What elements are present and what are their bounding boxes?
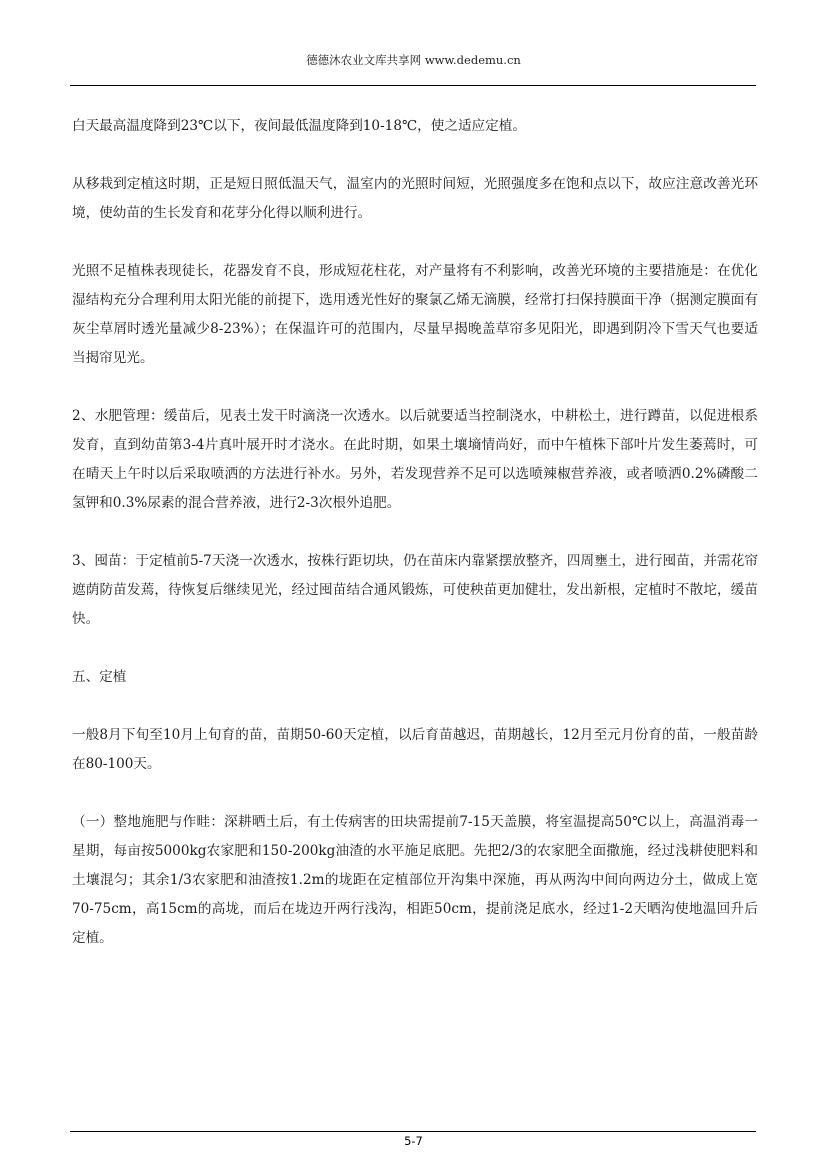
paragraph-light-measures: 光照不足植株表现徒长，花器发育不良，形成短花柱花，对产量将有不利影响，改善光环境的主要措施是：在优化湿结构充分合理利用太阳光能的前提下，选用透光性好的聚氯乙烯无滴膜，经常打扫保持膜面干净（据测定膜面有灰尘草屑时透光量减少8-23%）；在保温许可的范围内，尽量早揭晚盖草帘多见阳光，即遇到阴冷下雪天气也要适当揭帘见光。 xyxy=(72,263,758,366)
section-heading-planting: 五、定植 xyxy=(72,669,127,685)
paragraph-spacer xyxy=(72,779,758,808)
page-number: 5-7 xyxy=(404,1134,423,1148)
paragraph-spacer xyxy=(72,141,758,170)
paragraph-planting-timing: 一般8月下旬至10月上旬育的苗，苗期50-60天定植，以后育苗越迟，苗期越长，12月至元月份育的苗，一般苗龄在80-100天。 xyxy=(72,727,758,772)
header-divider xyxy=(70,85,756,86)
paragraph-spacer xyxy=(72,373,758,402)
paragraph-spacer xyxy=(72,518,758,547)
footer-divider xyxy=(70,1131,756,1132)
paragraph-spacer xyxy=(72,692,758,721)
paragraph-spacer xyxy=(72,634,758,663)
paragraph-spacer xyxy=(72,228,758,257)
page-header-title: 德德沐农业文库共享网 www.dedemu.cn xyxy=(306,53,521,67)
paragraph-temperature: 白天最高温度降到23℃以下，夜间最低温度降到10-18℃，使之适应定植。 xyxy=(72,118,526,134)
paragraph-seedling-hardening: 3、囤苗：于定植前5-7天浇一次透水，按株行距切块，仍在苗床内靠紧摆放整齐，四周壅土，进行囤苗，并需花帘遮荫防苗发蔫，待恢复后继续见光，经过囤苗结合通风锻炼，可使秧苗更加健壮，发出新根，定植时不散坨，缓苗快。 xyxy=(72,553,758,627)
paragraph-light-period: 从移栽到定植这时期，正是短日照低温天气，温室内的光照时间短，光照强度多在饱和点以下，故应注意改善光环境，使幼苗的生长发育和花芽分化得以顺利进行。 xyxy=(72,176,758,221)
document-body xyxy=(72,112,758,953)
paragraph-water-fertilizer: 2、水肥管理：缓苗后，见表土发干时滴浇一次透水。以后就要适当控制浇水，中耕松土，进行蹲苗，以促进根系发育，直到幼苗第3-4片真叶展开时才浇水。在此时期，如果土壤墒情尚好，而中午植株下部叶片发生萎蔫时，可在晴天上午时以后采取喷洒的方法进行补水。另外，若发现营养不足可以选喷辣椒营养液，或者喷洒0.2%磷酸二氢钾和0.3%尿素的混合营养液，进行2-3次根外追肥。 xyxy=(72,408,758,511)
paragraph-soil-preparation: （一）整地施肥与作畦：深耕晒土后，有土传病害的田块需提前7-15天盖膜，将室温提高50℃以上，高温消毒一星期，每亩按5000kg农家肥和150-200kg油渣的水平施足底肥。先把2/3的农家肥全面撒施，经过浅耕使肥料和土壤混匀；其余1/3农家肥和油渣按1.2m的垅距在定植部位开沟集中深施，再从两沟中间向两边分土，做成上宽70-75cm，高15cm的高垅，而后在垅边开两行浅沟，相距50cm，提前浇足底水，经过1-2天晒沟使地温回升后定植。 xyxy=(72,814,758,946)
